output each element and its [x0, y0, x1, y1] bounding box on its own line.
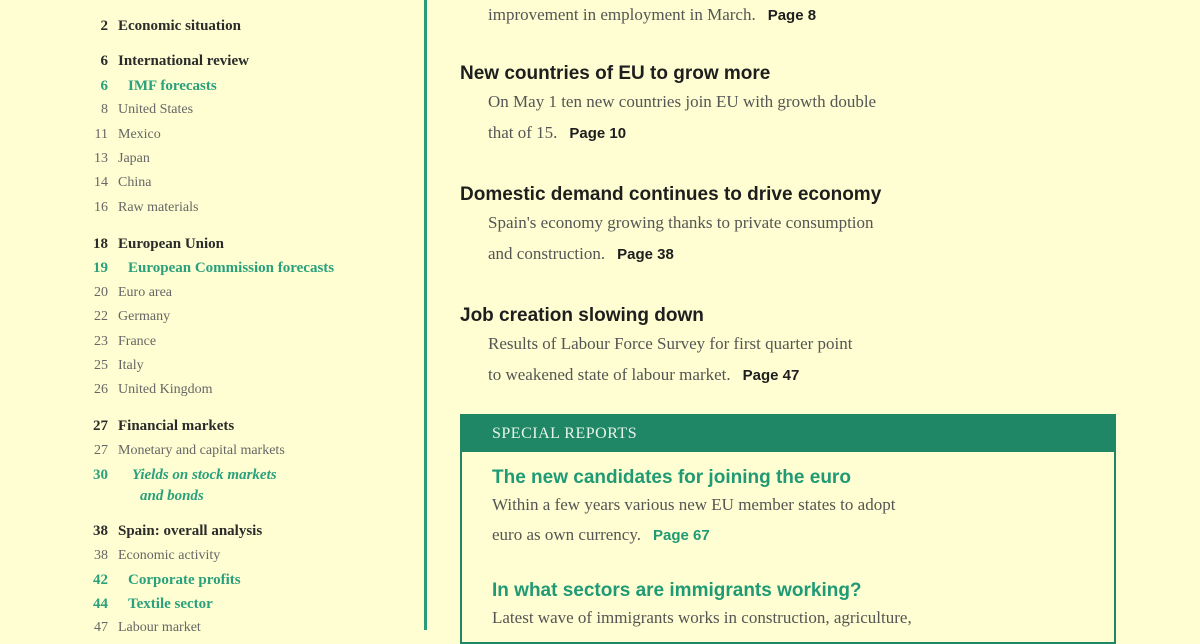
toc-title: Euro area: [118, 285, 173, 300]
toc-page-number: 38: [94, 548, 108, 563]
story: [460, 304, 1100, 391]
toc-title-continued: and bonds: [140, 488, 204, 504]
story-headline[interactable]: New countries of EU to grow more: [460, 63, 771, 84]
toc-title: Economic situation: [118, 18, 241, 34]
special-report-text-line: Within a few years various new EU member states to adopt: [492, 495, 896, 514]
toc-page-number: 2: [100, 18, 108, 34]
toc-title: European Commission forecasts: [128, 260, 335, 276]
toc-title: Yields on stock markets: [132, 467, 277, 483]
story-text-line: that of 15.: [488, 123, 558, 142]
toc-page-number: 27: [93, 418, 108, 434]
toc-title: Mexico: [118, 127, 161, 142]
column-divider: [424, 0, 427, 630]
story-text-line: improvement in employment in March.: [488, 5, 756, 24]
story-text-line: On May 1 ten new countries join EU with growth double: [488, 92, 877, 111]
special-report-text-line: Latest wave of immigrants works in construction, agriculture,: [492, 608, 912, 627]
toc-page-number: 30: [93, 467, 108, 483]
toc-page-number: 20: [94, 285, 108, 300]
toc-page-number: 42: [93, 572, 108, 588]
special-report: [492, 466, 1102, 551]
toc-title: Spain: overall analysis: [118, 523, 263, 539]
toc-page-number: 38: [93, 523, 108, 539]
toc-page-number: 27: [94, 443, 108, 458]
toc-page-number: 47: [94, 620, 108, 635]
toc-page-number: 14: [94, 175, 108, 190]
story-body: [488, 207, 1100, 270]
story-page-link[interactable]: Page 47: [742, 367, 800, 384]
toc-title: IMF forecasts: [128, 78, 217, 94]
toc-page-number: 25: [94, 358, 108, 373]
toc-page-number: 11: [94, 127, 108, 142]
toc-title: Monetary and capital markets: [118, 443, 285, 458]
special-report-body: [492, 603, 1102, 633]
story-body: [488, 86, 1100, 149]
story: [460, 183, 1100, 270]
toc-page-number: 8: [101, 102, 108, 117]
special-report: [492, 579, 1102, 633]
special-report-text-line: euro as own currency.: [492, 525, 641, 544]
story-text-line: and construction.: [488, 244, 606, 263]
story-text-line: Results of Labour Force Survey for first quarter point: [488, 334, 853, 353]
toc-title: International review: [118, 53, 249, 69]
toc-title: Economic activity: [118, 548, 221, 563]
toc-page-number: 18: [93, 236, 108, 252]
toc-page-number: 19: [93, 260, 108, 276]
special-report-headline[interactable]: The new candidates for joining the euro: [492, 467, 851, 488]
story-page-link[interactable]: Page 8: [767, 7, 817, 24]
toc-title: Financial markets: [118, 418, 235, 434]
toc-title: Corporate profits: [128, 572, 241, 588]
story-page-link[interactable]: Page 38: [617, 246, 674, 263]
toc-title: Italy: [118, 358, 144, 373]
special-report-page-link[interactable]: Page 67: [653, 527, 710, 544]
toc-title: China: [118, 175, 152, 190]
toc-page-number: 16: [94, 200, 108, 215]
story-headline[interactable]: Job creation slowing down: [460, 305, 704, 326]
toc-title: Textile sector: [128, 596, 213, 612]
story-page-link[interactable]: Page 10: [569, 125, 627, 142]
toc-title: Labour market: [118, 620, 201, 635]
special-report-body: [492, 490, 1102, 551]
toc-title: Raw materials: [118, 200, 199, 215]
story-body: [488, 328, 1100, 391]
toc-title: United States: [118, 102, 194, 117]
story-text-line: to weakened state of labour market.: [488, 365, 731, 384]
toc-title: Japan: [118, 151, 150, 166]
story-headline[interactable]: Domestic demand continues to drive economy: [460, 184, 882, 205]
special-reports-box: [460, 414, 1116, 644]
story: [460, 62, 1100, 149]
story-body: [488, 0, 1100, 31]
story-continued: [460, 0, 1100, 31]
toc-page-number: 13: [94, 151, 108, 166]
toc-page-number: 22: [94, 309, 108, 324]
toc-page-number: 23: [94, 334, 108, 349]
special-report-headline[interactable]: In what sectors are immigrants working?: [492, 580, 862, 601]
special-reports-label: SPECIAL REPORTS: [462, 416, 1114, 452]
story-text-line: Spain's economy growing thanks to private consumption: [488, 213, 874, 232]
toc-page-number: 6: [100, 53, 108, 69]
toc-title: European Union: [118, 236, 225, 252]
toc-page-number: 6: [100, 78, 108, 94]
toc-page-number: 26: [94, 382, 108, 397]
toc-title: United Kingdom: [118, 382, 213, 397]
toc-page-number: 44: [93, 596, 108, 612]
toc-title: Germany: [118, 309, 171, 324]
toc-title: France: [118, 334, 157, 349]
